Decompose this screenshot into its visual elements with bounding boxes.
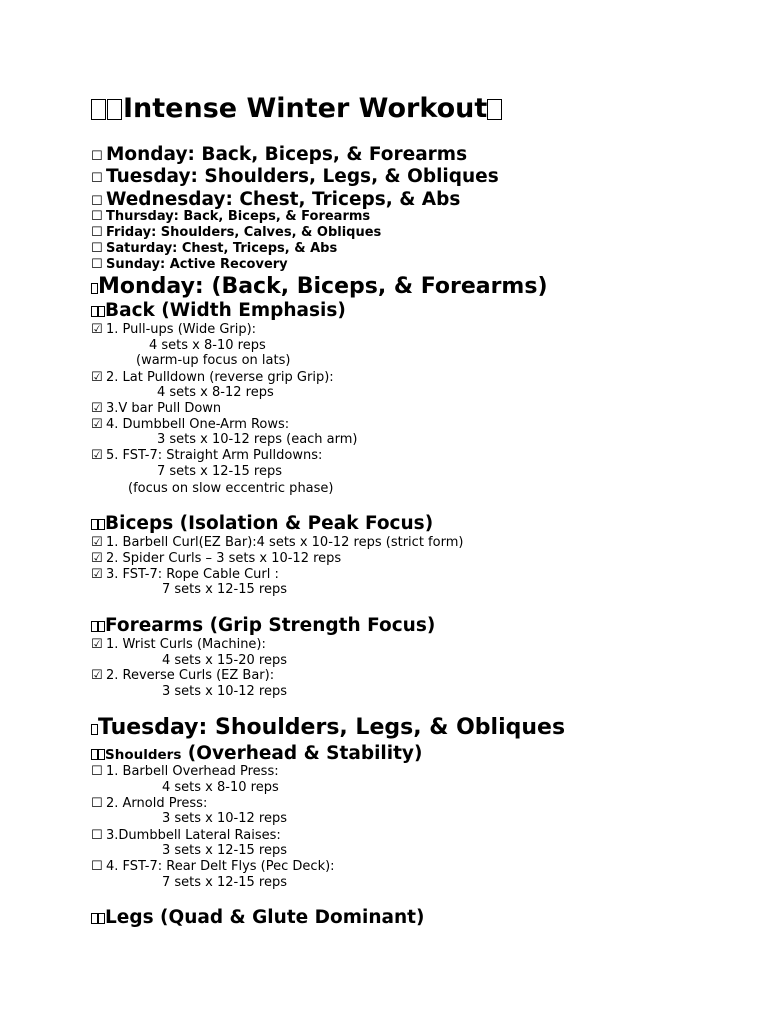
exercise-detail: 7 sets x 12-15 reps: [162, 582, 287, 597]
exercise-detail: 3 sets x 10-12 reps: [162, 684, 287, 699]
exercise-detail: 4 sets x 15-20 reps: [162, 653, 287, 668]
missing-glyph-icon: [91, 306, 98, 317]
missing-glyph-icon: [487, 99, 502, 120]
missing-glyph-icon: [98, 306, 105, 317]
missing-glyph-icon: [91, 749, 98, 760]
checkbox-icon: ☐: [91, 796, 103, 811]
exercise-detail: 3 sets x 12-15 reps: [162, 843, 287, 858]
exercise-detail: 4 sets x 8-12 reps: [157, 385, 274, 400]
missing-glyph-icon: [91, 283, 98, 294]
exercise-item: ☑ 3. FST-7: Rope Cable Curl :: [91, 567, 279, 582]
missing-glyph-icon: [98, 913, 105, 924]
week-item-monday: ☐ Monday: Back, Biceps, & Forearms: [91, 144, 468, 165]
monday-heading: Monday: (Back, Biceps, & Forearms): [91, 274, 548, 299]
exercise-item: ☑ 4. Dumbbell One-Arm Rows:: [91, 417, 290, 432]
checkbox-icon: ☐: [91, 171, 103, 186]
checkbox-checked-icon: ☑: [91, 637, 103, 652]
week-item-tuesday: ☐ Tuesday: Shoulders, Legs, & Obliques: [91, 166, 499, 187]
checkbox-icon: ☐: [91, 225, 103, 240]
checkbox-checked-icon: ☑: [91, 567, 103, 582]
exercise-detail: 7 sets x 12-15 reps: [162, 875, 287, 890]
checkbox-icon: ☐: [91, 194, 103, 209]
exercise-item: ☐ 2. Arnold Press:: [91, 796, 208, 811]
forearms-heading: Forearms (Grip Strength Focus): [91, 615, 435, 636]
checkbox-checked-icon: ☑: [91, 417, 103, 432]
exercise-item: ☑ 2. Reverse Curls (EZ Bar):: [91, 668, 275, 683]
checkbox-checked-icon: ☑: [91, 401, 103, 416]
exercise-item: ☑ 1. Wrist Curls (Machine):: [91, 637, 266, 652]
checkbox-checked-icon: ☑: [91, 448, 103, 463]
biceps-heading: Biceps (Isolation & Peak Focus): [91, 513, 433, 534]
checkbox-icon: ☐: [91, 828, 103, 843]
checkbox-icon: ☐: [91, 209, 103, 224]
exercise-detail: (warm-up focus on lats): [136, 353, 291, 368]
missing-glyph-icon: [91, 913, 98, 924]
document-title: Intense Winter Workout: [91, 93, 503, 124]
checkbox-icon: ☐: [91, 764, 103, 779]
exercise-detail: 4 sets x 8-10 reps: [149, 338, 266, 353]
exercise-item: ☑ 1. Pull-ups (Wide Grip):: [91, 322, 257, 337]
missing-glyph-icon: [98, 621, 105, 632]
missing-glyph-icon: [91, 724, 98, 735]
missing-glyph-icon: [107, 99, 122, 120]
back-heading: Back (Width Emphasis): [91, 300, 346, 321]
exercise-detail: 7 sets x 12-15 reps: [157, 464, 282, 479]
exercise-detail: 3 sets x 10-12 reps (each arm): [157, 432, 358, 447]
missing-glyph-icon: [91, 519, 98, 530]
checkbox-checked-icon: ☑: [91, 322, 103, 337]
exercise-detail: 3 sets x 10-12 reps: [162, 811, 287, 826]
missing-glyph-icon: [91, 99, 106, 120]
exercise-item: ☐ 4. FST-7: Rear Delt Flys (Pec Deck):: [91, 859, 335, 874]
exercise-item: ☐ 3.Dumbbell Lateral Raises:: [91, 828, 281, 843]
exercise-item: ☑ 2. Spider Curls – 3 sets x 10-12 reps: [91, 551, 342, 566]
exercise-item: ☑ 2. Lat Pulldown (reverse grip Grip):: [91, 370, 334, 385]
shoulders-heading: Shoulders (Overhead & Stability): [91, 743, 422, 764]
checkbox-icon: ☐: [91, 859, 103, 874]
week-item-thursday: ☐ Thursday: Back, Biceps, & Forearms: [91, 209, 371, 224]
missing-glyph-icon: [98, 749, 105, 760]
checkbox-icon: ☐: [91, 257, 103, 272]
week-item-saturday: ☐ Saturday: Chest, Triceps, & Abs: [91, 241, 338, 256]
checkbox-checked-icon: ☑: [91, 370, 103, 385]
exercise-detail: 4 sets x 8-10 reps: [162, 780, 279, 795]
checkbox-checked-icon: ☑: [91, 535, 103, 550]
checkbox-icon: ☐: [91, 149, 103, 164]
missing-glyph-icon: [91, 621, 98, 632]
exercise-detail: (focus on slow eccentric phase): [128, 481, 334, 496]
legs-heading: Legs (Quad & Glute Dominant): [91, 907, 424, 928]
week-item-friday: ☐ Friday: Shoulders, Calves, & Obliques: [91, 225, 382, 240]
checkbox-checked-icon: ☑: [91, 551, 103, 566]
checkbox-icon: ☐: [91, 241, 103, 256]
checkbox-checked-icon: ☑: [91, 668, 103, 683]
week-item-sunday: ☐ Sunday: Active Recovery: [91, 257, 288, 272]
tuesday-heading: Tuesday: Shoulders, Legs, & Obliques: [91, 715, 565, 740]
exercise-item: ☑ 5. FST-7: Straight Arm Pulldowns:: [91, 448, 323, 463]
week-item-wednesday: ☐ Wednesday: Chest, Triceps, & Abs: [91, 189, 461, 210]
exercise-item: ☑ 1. Barbell Curl(EZ Bar):4 sets x 10-12 reps (strict form): [91, 535, 464, 550]
exercise-item: ☐ 1. Barbell Overhead Press:: [91, 764, 279, 779]
missing-glyph-icon: [98, 519, 105, 530]
exercise-item: ☑ 3.V bar Pull Down: [91, 401, 222, 416]
